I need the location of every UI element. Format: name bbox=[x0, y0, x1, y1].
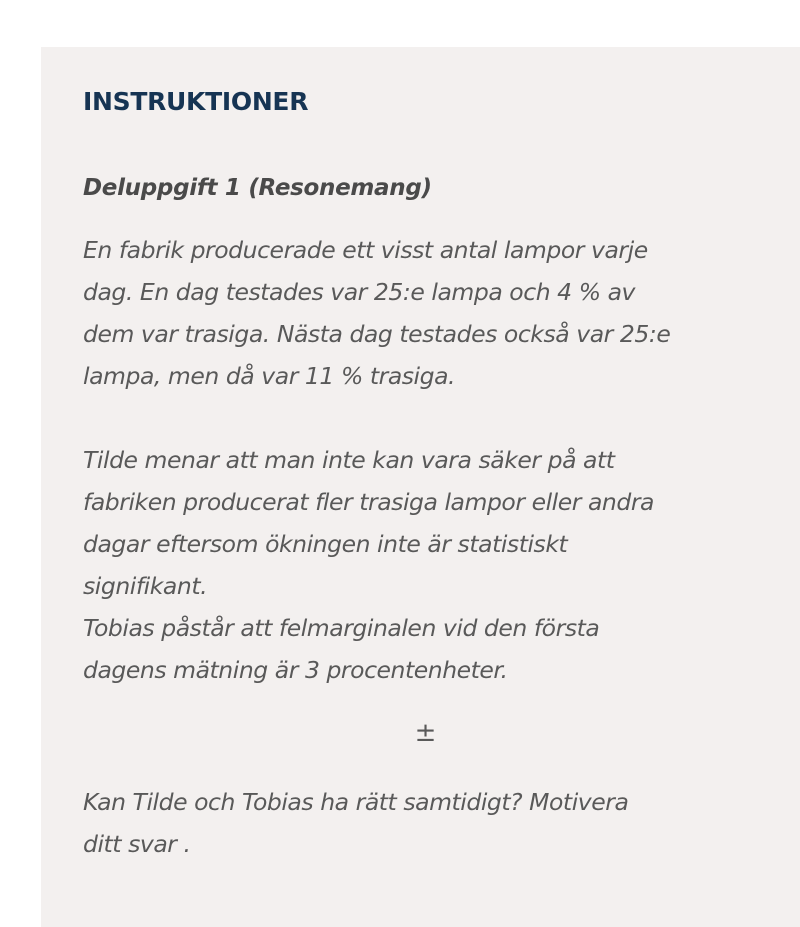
plus-minus-symbol: ± bbox=[414, 718, 437, 748]
instructions-panel bbox=[41, 47, 800, 927]
task-paragraph-claims: Tilde menar att man inte kan vara säker på att fabriken producerat fler trasiga lampor eller andra dagar eftersom ökningen inte är statistiskt signifikant. Tobias påstår att felmarginalen vid den första dagens mätning är 3 procentenheter. bbox=[83, 446, 655, 684]
instructions-heading: INSTRUKTIONER bbox=[83, 87, 309, 116]
task-subheading: Deluppgift 1 (Resonemang) bbox=[83, 175, 432, 201]
task-paragraph-scenario: En fabrik producerade ett visst antal lampor varje dag. En dag testades var 25:e lampa och 4 % av dem var trasiga. Nästa dag testades också var 25:e lampa, men då var 11 % trasiga. bbox=[83, 236, 671, 390]
task-question: Kan Tilde och Tobias ha rätt samtidigt? Motivera ditt svar . bbox=[83, 788, 629, 858]
